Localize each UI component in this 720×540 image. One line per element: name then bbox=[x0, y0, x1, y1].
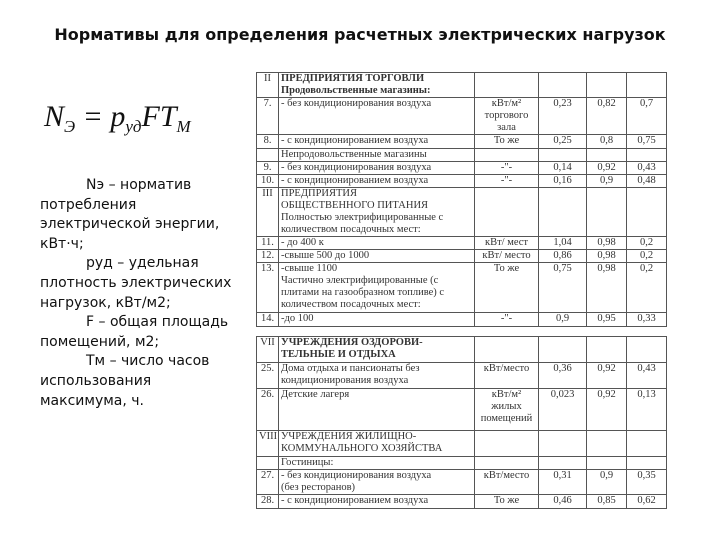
coefficient-cell: 0,92 bbox=[587, 363, 627, 389]
coefficient-cell: 0,2 bbox=[627, 250, 667, 263]
coefficient-cell bbox=[627, 457, 667, 470]
unit-cell: кВт/м² жилых помещений bbox=[475, 389, 539, 431]
description-cell: -свыше 1100 Частично электрифицированные (с плитами на газообразном топливе) с количеством посадочных мест: bbox=[279, 263, 475, 313]
unit-cell bbox=[475, 188, 539, 237]
coefficient-cell bbox=[627, 73, 667, 98]
table-row bbox=[257, 470, 667, 495]
unit-cell: -"- bbox=[475, 162, 539, 175]
row-number-cell: III bbox=[257, 188, 279, 237]
table-row bbox=[257, 98, 667, 135]
coefficient-cell: 0,98 bbox=[587, 250, 627, 263]
coefficient-cell: 0,13 bbox=[627, 389, 667, 431]
value-cell bbox=[539, 188, 587, 237]
table-row bbox=[257, 73, 667, 98]
description-cell: ПРЕДПРИЯТИЯ ОБЩЕСТВЕННОГО ПИТАНИЯ Полностью электрифицированные с количеством посадочных мест: bbox=[279, 188, 475, 237]
coefficient-cell: 0,43 bbox=[627, 363, 667, 389]
table-row bbox=[257, 162, 667, 175]
definition-item: Тм – число часов использования максимума, ч. bbox=[40, 353, 210, 409]
coefficient-cell bbox=[587, 337, 627, 363]
description-cell: - с кондиционированием воздуха bbox=[279, 175, 475, 188]
description-cell: УЧРЕЖДЕНИЯ ОЗДОРОВИ- ТЕЛЬНЫЕ И ОТДЫХА bbox=[279, 337, 475, 363]
row-number-cell: 14. bbox=[257, 313, 279, 327]
coefficient-cell: 0,62 bbox=[627, 495, 667, 509]
unit-cell: кВт/ место bbox=[475, 250, 539, 263]
table-row bbox=[257, 337, 667, 363]
formula-p-sub: уд bbox=[125, 117, 142, 136]
coefficient-cell bbox=[587, 188, 627, 237]
unit-cell: кВт/место bbox=[475, 363, 539, 389]
value-cell bbox=[539, 457, 587, 470]
value-cell bbox=[539, 337, 587, 363]
unit-cell bbox=[475, 431, 539, 457]
page-title: Нормативы для определения расчетных электрических нагрузок bbox=[54, 25, 666, 44]
value-cell: 0,46 bbox=[539, 495, 587, 509]
row-number-cell: VIII bbox=[257, 431, 279, 457]
description-cell: - без кондиционирования воздуха bbox=[279, 98, 475, 135]
value-cell bbox=[539, 431, 587, 457]
coefficient-cell bbox=[587, 149, 627, 162]
row-number-cell: 28. bbox=[257, 495, 279, 509]
description-cell: - до 400 к bbox=[279, 237, 475, 250]
coefficient-cell: 0,92 bbox=[587, 162, 627, 175]
load-formula bbox=[44, 100, 191, 137]
value-cell: 0,25 bbox=[539, 135, 587, 149]
row-number-cell: 11. bbox=[257, 237, 279, 250]
table-row bbox=[257, 431, 667, 457]
definition-item: руд – удельная плотность электрических нагрузок, кВт/м2; bbox=[40, 255, 232, 311]
norms-table-top bbox=[256, 72, 667, 327]
value-cell: 0,14 bbox=[539, 162, 587, 175]
value-cell: 0,023 bbox=[539, 389, 587, 431]
unit-cell bbox=[475, 149, 539, 162]
row-number-cell: 26. bbox=[257, 389, 279, 431]
coefficient-cell: 0,98 bbox=[587, 237, 627, 250]
table-row bbox=[257, 363, 667, 389]
coefficient-cell bbox=[627, 188, 667, 237]
value-cell: 0,36 bbox=[539, 363, 587, 389]
description-cell: - без кондиционирования воздуха (без ресторанов) bbox=[279, 470, 475, 495]
formula-ft: FT bbox=[141, 100, 177, 133]
row-number-cell bbox=[257, 457, 279, 470]
definition-item: F – общая площадь помещений, м2; bbox=[40, 314, 229, 350]
coefficient-cell: 0,35 bbox=[627, 470, 667, 495]
coefficient-cell: 0,33 bbox=[627, 313, 667, 327]
coefficient-cell: 0,8 bbox=[587, 135, 627, 149]
table-row bbox=[257, 175, 667, 188]
row-number-cell: 10. bbox=[257, 175, 279, 188]
coefficient-cell bbox=[627, 431, 667, 457]
value-cell: 0,86 bbox=[539, 250, 587, 263]
description-cell: -до 100 bbox=[279, 313, 475, 327]
coefficient-cell: 0,92 bbox=[587, 389, 627, 431]
unit-cell: кВт/м² торгового зала bbox=[475, 98, 539, 135]
value-cell: 0,31 bbox=[539, 470, 587, 495]
coefficient-cell: 0,95 bbox=[587, 313, 627, 327]
table-row bbox=[257, 188, 667, 237]
coefficient-cell bbox=[587, 73, 627, 98]
table-row bbox=[257, 457, 667, 470]
coefficient-cell bbox=[627, 149, 667, 162]
coefficient-cell: 0,48 bbox=[627, 175, 667, 188]
table-row bbox=[257, 313, 667, 327]
row-number-cell: 13. bbox=[257, 263, 279, 313]
coefficient-cell: 0,85 bbox=[587, 495, 627, 509]
table-row bbox=[257, 263, 667, 313]
unit-cell: -"- bbox=[475, 313, 539, 327]
coefficient-cell: 0,9 bbox=[587, 470, 627, 495]
formula-n-sub: Э bbox=[64, 117, 76, 136]
table-row bbox=[257, 237, 667, 250]
coefficient-cell: 0,82 bbox=[587, 98, 627, 135]
formula-t-sub: M bbox=[176, 117, 191, 136]
row-number-cell: 8. bbox=[257, 135, 279, 149]
description-cell: УЧРЕЖДЕНИЯ ЖИЛИЩНО- КОММУНАЛЬНОГО ХОЗЯЙСТВА bbox=[279, 431, 475, 457]
value-cell bbox=[539, 73, 587, 98]
description-cell: - без кондиционирования воздуха bbox=[279, 162, 475, 175]
row-number-cell: II bbox=[257, 73, 279, 98]
unit-cell: кВт/ мест bbox=[475, 237, 539, 250]
norms-table-bottom bbox=[256, 336, 667, 509]
row-number-cell: 27. bbox=[257, 470, 279, 495]
description-cell: - с кондиционированием воздуха bbox=[279, 495, 475, 509]
formula-eq: = p bbox=[75, 100, 126, 133]
table-row bbox=[257, 389, 667, 431]
coefficient-cell bbox=[627, 337, 667, 363]
coefficient-cell: 0,2 bbox=[627, 237, 667, 250]
coefficient-cell bbox=[587, 457, 627, 470]
unit-cell: -"- bbox=[475, 175, 539, 188]
value-cell: 1,04 bbox=[539, 237, 587, 250]
value-cell: 0,75 bbox=[539, 263, 587, 313]
row-number-cell: 12. bbox=[257, 250, 279, 263]
table-row bbox=[257, 149, 667, 162]
formula-n: N bbox=[44, 100, 65, 133]
table-row bbox=[257, 250, 667, 263]
unit-cell: кВт/место bbox=[475, 470, 539, 495]
value-cell: 0,16 bbox=[539, 175, 587, 188]
unit-cell: То же bbox=[475, 135, 539, 149]
description-cell: ПРЕДПРИЯТИЯ ТОРГОВЛИ Продовольственные магазины: bbox=[279, 73, 475, 98]
unit-cell bbox=[475, 73, 539, 98]
coefficient-cell: 0,98 bbox=[587, 263, 627, 313]
unit-cell: То же bbox=[475, 495, 539, 509]
unit-cell: То же bbox=[475, 263, 539, 313]
description-cell: Гостиницы: bbox=[279, 457, 475, 470]
value-cell: 0,9 bbox=[539, 313, 587, 327]
value-cell: 0,23 bbox=[539, 98, 587, 135]
coefficient-cell: 0,75 bbox=[627, 135, 667, 149]
description-cell: Непродовольственные магазины bbox=[279, 149, 475, 162]
table-row bbox=[257, 495, 667, 509]
row-number-cell: 7. bbox=[257, 98, 279, 135]
variable-definitions bbox=[40, 176, 240, 411]
table-row bbox=[257, 135, 667, 149]
description-cell: -свыше 500 до 1000 bbox=[279, 250, 475, 263]
row-number-cell: 25. bbox=[257, 363, 279, 389]
coefficient-cell: 0,9 bbox=[587, 175, 627, 188]
coefficient-cell: 0,2 bbox=[627, 263, 667, 313]
coefficient-cell bbox=[587, 431, 627, 457]
description-cell: Детские лагеря bbox=[279, 389, 475, 431]
unit-cell bbox=[475, 337, 539, 363]
row-number-cell: VII bbox=[257, 337, 279, 363]
row-number-cell bbox=[257, 149, 279, 162]
description-cell: Дома отдыха и пансионаты без кондиционирования воздуха bbox=[279, 363, 475, 389]
description-cell: - с кондиционированием воздуха bbox=[279, 135, 475, 149]
definition-item: Nэ – норматив потребления электрической энергии, кВт·ч; bbox=[40, 177, 220, 252]
coefficient-cell: 0,43 bbox=[627, 162, 667, 175]
unit-cell bbox=[475, 457, 539, 470]
coefficient-cell: 0,7 bbox=[627, 98, 667, 135]
row-number-cell: 9. bbox=[257, 162, 279, 175]
value-cell bbox=[539, 149, 587, 162]
